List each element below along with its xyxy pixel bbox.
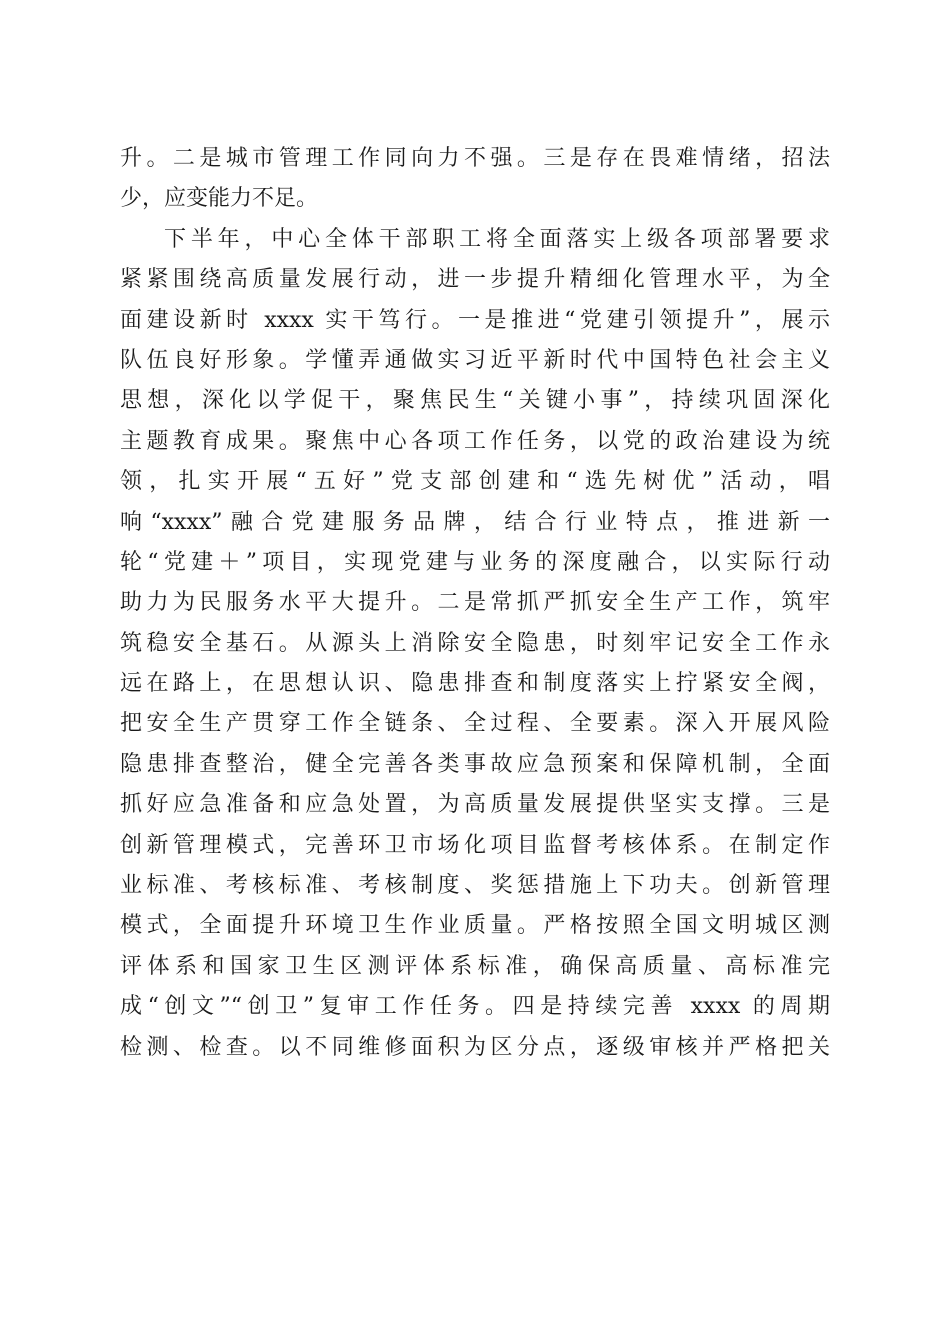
text-line: 隐患排查整治，健全完善各类事故应急预案和保障机制，全面	[120, 751, 830, 777]
text-line: 评体系和国家卫生区测评体系标准，确保高质量、高标准完	[120, 953, 830, 979]
text-line: 远在路上，在思想认识、隐患排查和制度落实上拧紧安全阀，	[120, 671, 830, 697]
text-line: 思想，深化以学促干，聚焦民生“关键小事”，持续巩固深化	[120, 388, 830, 414]
text-line: 响“xxxx”融合党建服务品牌，结合行业特点，推进新一	[120, 509, 830, 535]
text-line: 轮“党建＋”项目，实现党建与业务的深度融合，以实际行动	[120, 549, 830, 575]
text-line: 主题教育成果。聚焦中心各项工作任务，以党的政治建设为统	[120, 428, 830, 454]
text-line: 创新管理模式，完善环卫市场化项目监督考核体系。在制定作	[120, 832, 830, 858]
text-line: 下半年，中心全体干部职工将全面落实上级各项部署要求	[164, 226, 830, 252]
text-line: 领，扎实开展“五好”党支部创建和“选先树优”活动，唱	[120, 469, 830, 495]
text-line: 检测、检查。以不同维修面积为区分点，逐级审核并严格把关	[120, 1034, 830, 1060]
text-line: 业标准、考核标准、考核制度、奖惩措施上下功夫。创新管理	[120, 873, 830, 899]
text-line: 把安全生产贯穿工作全链条、全过程、全要素。深入开展风险	[120, 711, 830, 737]
text-line: 面建设新时 xxxx 实干笃行。一是推进“党建引领提升”，展示	[120, 307, 830, 333]
body-text	[120, 139, 830, 1068]
text-line: 模式，全面提升环境卫生作业质量。严格按照全国文明城区测	[120, 913, 830, 939]
text-line: 抓好应急准备和应急处置，为高质量发展提供坚实支撑。三是	[120, 792, 830, 818]
text-line: 少，应变能力不足。	[120, 186, 319, 212]
text-line: 成“创文”“创卫”复审工作任务。四是持续完善 xxxx 的周期	[120, 994, 830, 1020]
text-line: 紧紧围绕高质量发展行动，进一步提升精细化管理水平，为全	[120, 267, 830, 293]
text-line: 升。二是城市管理工作同向力不强。三是存在畏难情绪，招法	[120, 146, 830, 171]
text-line: 助力为民服务水平大提升。二是常抓严抓安全生产工作，筑牢	[120, 590, 830, 616]
text-line: 队伍良好形象。学懂弄通做实习近平新时代中国特色社会主义	[120, 347, 830, 373]
text-line: 筑稳安全基石。从源头上消除安全隐患，时刻牢记安全工作永	[120, 630, 830, 656]
